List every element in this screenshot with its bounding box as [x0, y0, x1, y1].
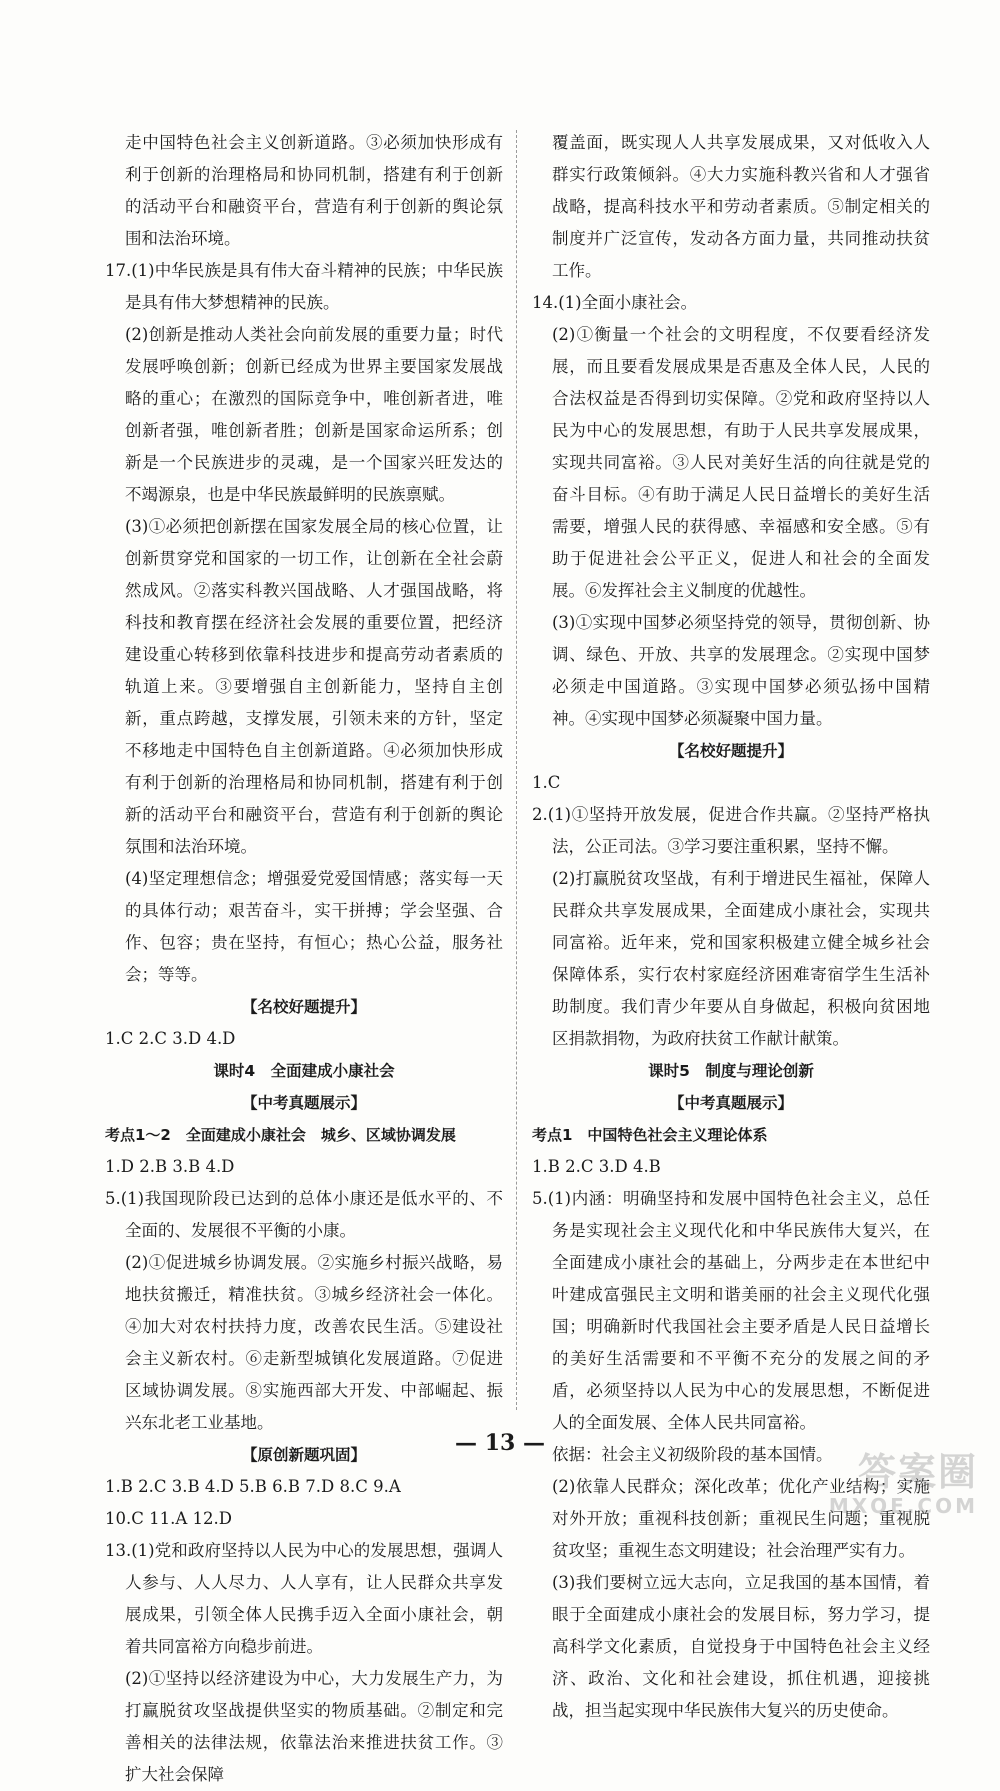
section-heading: 【名校好题提升】 — [668, 742, 793, 760]
paragraph: (4)坚定理想信念；增强爱党爱国情感；落实每一天的具体行动；艰苦奋斗，实干拼搏；学会坚强、合作、包容；贵在坚持，有恒心；热心公益，服务社会；等等。 — [125, 869, 503, 984]
paragraph: (3)①实现中国梦必须坚持党的领导，贯彻创新、协调、绿色、开放、共享的发展理念。②实现中国梦必须走中国道路。③实现中国梦必须弘扬中国精神。④实现中国梦必须凝聚中国力量。 — [552, 613, 930, 728]
answer-line: 10.C 11.A 12.D — [105, 1509, 232, 1528]
page-number: — 13 — — [455, 1430, 545, 1456]
answer-line: 1.C 2.C 3.D 4.D — [105, 1029, 236, 1048]
section-heading: 【中考真题展示】 — [241, 1094, 366, 1112]
paragraph: (2)①促进城乡协调发展。②实施乡村振兴战略，易地扶贫搬迁，精准扶贫。③城乡经济社会一体化。④加大对农村扶持力度，改善农民生活。⑤建设社会主义新农村。⑥走新型城镇化发展道路。⑦促进区域协调发展。⑧实施西部大开发、中部崛起、振兴东北老工业基地。 — [125, 1253, 503, 1432]
question-13: 13.(1)党和政府坚持以人民为中心的发展思想，强调人人参与、人人尽力、人人享有，让人民群众共享发展成果，引领全体人民携手迈入全面小康社会，朝着共同富裕方向稳步前进。 — [105, 1541, 503, 1656]
paragraph: 走中国特色社会主义创新道路。③必须加快形成有利于创新的治理格局和协同机制，搭建有利于创新的活动平台和融资平台，营造有利于创新的舆论氛围和法治环境。 — [125, 133, 503, 248]
paragraph: 依据：社会主义初级阶段的基本国情。 — [552, 1445, 833, 1464]
watermark-main: 答案圈 — [857, 1450, 978, 1494]
question-5: 5.(1)内涵：明确坚持和发展中国特色社会主义，总任务是实现社会主义现代化和中华民族伟大复兴，在全面建成小康社会的基础上，分两步走在本世纪中叶建成富强民主文明和谐美丽的社会主义现代化强国；明确新时代我国社会主要矛盾是人民日益增长的美好生活需要和不平衡不充分的发展之间的矛盾，必须坚持以人民为中心的发展思想，不断促进人的全面发展、全体人民共同富裕。 — [532, 1189, 930, 1432]
question-17: 17.(1)中华民族是具有伟大奋斗精神的民族；中华民族是具有伟大梦想精神的民族。 — [105, 261, 503, 312]
section-heading: 【原创新题巩固】 — [241, 1446, 366, 1464]
question-14: 14.(1)全面小康社会。 — [532, 293, 698, 312]
watermark-sub: MXQE.COM — [828, 1494, 978, 1518]
paragraph: (2)①坚持以经济建设为中心，大力发展生产力，为打赢脱贫攻坚战提供坚实的物质基础。②制定和完善相关的法律法规，依靠法治来推进扶贫工作。③扩大社会保障 — [125, 1669, 503, 1784]
lesson-title: 课时5 制度与理论创新 — [648, 1062, 814, 1080]
left-column — [105, 127, 503, 1791]
section-heading: 【中考真题展示】 — [668, 1094, 793, 1112]
paragraph: (3)我们要树立远大志向，立足我国的基本国情，着眼于全面建成小康社会的发展目标，努力学习，提高科学文化素质，自觉投身于中国特色社会主义经济、政治、文化和社会建设，抓住机遇，迎接挑战，担当起实现中华民族伟大复兴的历史使命。 — [552, 1573, 930, 1720]
answer-line: 1.B 2.C 3.D 4.B — [532, 1157, 661, 1176]
paragraph: (2)打赢脱贫攻坚战，有利于增进民生福祉，保障人民群众共享发展成果，全面建成小康社会，实现共同富裕。近年来，党和国家积极建立健全城乡社会保障体系，实行农村家庭经济困难寄宿学生生活补助制度。我们青少年要从自身做起，积极向贫困地区捐款捐物，为政府扶贫工作献计献策。 — [552, 869, 930, 1048]
paragraph: 覆盖面，既实现人人共享发展成果，又对低收入人群实行政策倾斜。④大力实施科教兴省和人才强省战略，提高科技水平和劳动者素质。⑤制定相关的制度并广泛宣传，发动各方面力量，共同推动扶贫工作。 — [552, 133, 930, 280]
topic-heading: 考点1 中国特色社会主义理论体系 — [532, 1126, 768, 1144]
paragraph: (3)①必须把创新摆在国家发展全局的核心位置，让创新贯穿党和国家的一切工作，让创新在全社会蔚然成风。②落实科教兴国战略、人才强国战略，将科技和教育摆在经济社会发展的重要位置，把经济建设重心转移到依靠科技进步和提高劳动者素质的轨道上来。③要增强自主创新能力，坚持自主创新，重点跨越，支撑发展，引领未来的方针，坚定不移地走中国特色自主创新道路。④必须加快形成有利于创新的治理格局和协同机制，搭建有利于创新的活动平台和融资平台，营造有利于创新的舆论氛围和法治环境。 — [125, 517, 503, 856]
paragraph: (2)创新是推动人类社会向前发展的重要力量；时代发展呼唤创新；创新已经成为世界主要国家发展战略的重心；在激烈的国际竞争中，唯创新者进，唯创新者强，唯创新者胜；创新是国家命运所系；创新是一个民族进步的灵魂，是一个国家兴旺发达的不竭源泉，也是中华民族最鲜明的民族禀赋。 — [125, 325, 503, 504]
paragraph: (2)依靠人民群众；深化改革；优化产业结构；实施对外开放；重视科技创新；重视民生问题；重视脱贫攻坚；重视生态文明建设；社会治理严实有力。 — [552, 1477, 930, 1560]
question-5: 5.(1)我国现阶段已达到的总体小康还是低水平的、不全面的、发展很不平衡的小康。 — [105, 1189, 503, 1240]
section-heading: 【名校好题提升】 — [241, 998, 366, 1016]
lesson-title: 课时4 全面建成小康社会 — [213, 1062, 395, 1080]
question-2: 2.(1)①坚持开放发展，促进合作共赢。②坚持严格执法，公正司法。③学习要注重积累，坚持不懈。 — [532, 805, 930, 856]
watermark-logo — [788, 1450, 978, 1520]
answer-line: 1.C — [532, 773, 561, 792]
column-divider — [516, 130, 517, 1410]
paragraph: (2)①衡量一个社会的文明程度，不仅要看经济发展，而且要看发展成果是否惠及全体人民，人民的合法权益是否得到切实保障。②党和政府坚持以人民为中心的发展思想，有助于人民共享发展成果，实现共同富裕。③人民对美好生活的向往就是党的奋斗目标。④有助于满足人民日益增长的美好生活需要，增强人民的获得感、幸福感和安全感。⑤有助于促进社会公平正义，促进人和社会的全面发展。⑥发挥社会主义制度的优越性。 — [552, 325, 930, 600]
topic-heading: 考点1～2 全面建成小康社会 城乡、区域协调发展 — [105, 1126, 456, 1144]
answer-line: 1.B 2.C 3.B 4.D 5.B 6.B 7.D 8.C 9.A — [105, 1477, 401, 1496]
answer-line: 1.D 2.B 3.B 4.D — [105, 1157, 235, 1176]
